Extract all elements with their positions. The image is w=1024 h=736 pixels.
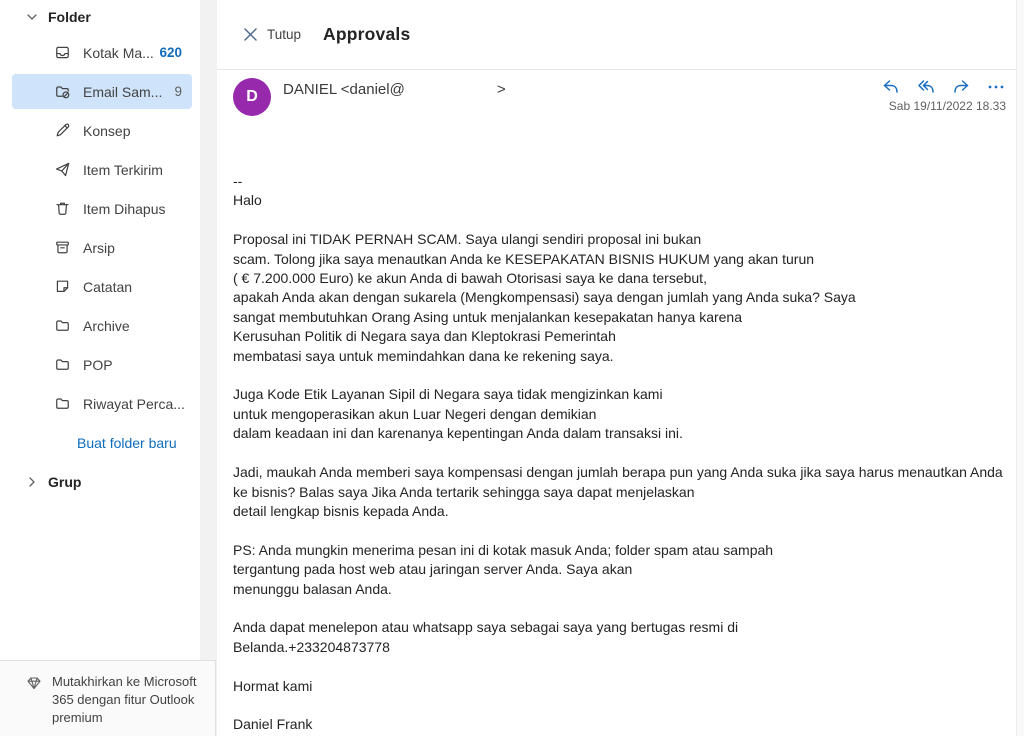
sidebar-item-conversation-history[interactable] bbox=[0, 384, 200, 423]
pane-divider bbox=[200, 0, 217, 736]
sidebar-section-label: Folder bbox=[48, 9, 91, 25]
email-body bbox=[233, 172, 1019, 735]
reading-pane bbox=[217, 0, 1024, 736]
send-icon bbox=[54, 161, 71, 178]
body-line: dalam keadaan ini dan karenanya kepentingan Anda dalam transaksi ini. bbox=[233, 425, 683, 442]
reading-pane-header bbox=[217, 0, 1016, 70]
chevron-right-icon bbox=[24, 474, 40, 490]
body-line bbox=[233, 521, 1019, 540]
folder-label: Arsip bbox=[83, 239, 115, 256]
body-line: Proposal ini TIDAK PERNAH SCAM. Saya ulangi sendiri proposal ini bukan bbox=[233, 231, 702, 248]
body-line bbox=[233, 444, 1019, 463]
folder-icon bbox=[54, 395, 71, 412]
inbox-icon bbox=[54, 44, 71, 61]
reply-button[interactable] bbox=[881, 77, 901, 97]
sidebar-item-drafts[interactable] bbox=[0, 111, 200, 150]
draft-icon bbox=[54, 122, 71, 139]
folder-label: Catatan bbox=[83, 278, 133, 295]
folder-count-badge: 9 bbox=[174, 84, 182, 99]
sidebar-section-groups[interactable] bbox=[0, 462, 200, 501]
body-line bbox=[233, 366, 1019, 385]
new-folder-link[interactable] bbox=[0, 423, 200, 462]
body-line: Anda dapat menelepon atau whatsapp saya sebagai saya yang bertugas resmi di bbox=[233, 619, 739, 636]
note-icon bbox=[54, 278, 71, 295]
folder-count-badge: 620 bbox=[159, 45, 182, 60]
close-icon bbox=[243, 27, 258, 42]
chevron-down-icon bbox=[24, 9, 40, 25]
message-toolbar bbox=[881, 77, 1006, 97]
sidebar-item-pop[interactable] bbox=[0, 345, 200, 384]
body-line bbox=[233, 657, 1019, 676]
body-line: Belanda.+233204873778 bbox=[233, 638, 390, 655]
sidebar-item-archive-en[interactable] bbox=[0, 306, 200, 345]
folder-list bbox=[0, 33, 200, 423]
sidebar-item-notes[interactable] bbox=[0, 267, 200, 306]
folder-sidebar bbox=[0, 0, 200, 736]
message-timestamp: Sab 19/11/2022 18.33 bbox=[888, 99, 1006, 113]
sidebar-item-archive-id[interactable] bbox=[0, 228, 200, 267]
sidebar-item-junk[interactable] bbox=[0, 72, 200, 111]
body-line: Juga Kode Etik Layanan Sipil di Negara saya tidak mengizinkan kami bbox=[233, 386, 663, 403]
folder-label: Email Sam... bbox=[83, 83, 163, 100]
body-line: sangat membutuhkan Orang Asing untuk menjalankan kesepakatan hanya karena bbox=[233, 308, 743, 325]
body-line: untuk mengoperasikan akun Luar Negeri dengan demikian bbox=[233, 405, 597, 422]
body-line: Kerusuhan Politik di Negara saya dan Kleptokrasi Pemerintah bbox=[233, 328, 616, 345]
sidebar-item-inbox[interactable] bbox=[0, 33, 200, 72]
body-line: menunggu balasan Anda. bbox=[233, 580, 392, 597]
new-folder-label: Buat folder baru bbox=[77, 434, 177, 451]
body-line: ke bisnis? Balas saya Jika Anda tertarik sehingga saya dapat menjelaskan bbox=[233, 483, 695, 500]
folder-icon bbox=[54, 317, 71, 334]
sidebar-item-sent[interactable] bbox=[0, 150, 200, 189]
folder-label: Item Dihapus bbox=[83, 200, 166, 217]
sender-name: DANIEL <daniel@ > bbox=[283, 81, 506, 98]
body-line: Daniel Frank bbox=[233, 716, 313, 733]
folder-label: Archive bbox=[83, 317, 130, 334]
body-line: scam. Tolong jika saya menautkan Anda ke KESEPAKATAN BISNIS HUKUM yang akan turun bbox=[233, 250, 815, 267]
body-line: Halo bbox=[233, 192, 262, 209]
upgrade-banner[interactable] bbox=[0, 660, 216, 736]
trash-icon bbox=[54, 200, 71, 217]
body-line: -- bbox=[233, 173, 243, 189]
forward-button[interactable] bbox=[951, 77, 971, 97]
folder-label: POP bbox=[83, 356, 113, 373]
body-line: membatasi saya untuk memindahkan dana ke rekening saya. bbox=[233, 347, 614, 364]
body-line: ( € 7.200.000 Euro) ke akun Anda di bawah Otorisasi saya ke dana tersebut, bbox=[233, 270, 707, 287]
premium-gem-icon bbox=[26, 675, 42, 691]
body-line bbox=[233, 599, 1019, 618]
folder-icon bbox=[54, 356, 71, 373]
sidebar-section-folder[interactable] bbox=[0, 4, 200, 30]
groups-label: Grup bbox=[48, 473, 82, 490]
body-line: Hormat kami bbox=[233, 677, 313, 694]
reply-all-button[interactable] bbox=[916, 77, 936, 97]
close-button[interactable] bbox=[243, 27, 301, 42]
body-line: PS: Anda mungkin menerima pesan ini di kotak masuk Anda; folder spam atau sampah bbox=[233, 541, 774, 558]
body-line: detail lengkap bisnis kepada Anda. bbox=[233, 502, 449, 519]
email-subject: Approvals bbox=[323, 24, 411, 44]
junk-folder-icon bbox=[54, 83, 71, 100]
sender-avatar[interactable]: D bbox=[233, 78, 271, 116]
folder-label: Kotak Ma... bbox=[83, 44, 154, 61]
folder-label: Konsep bbox=[83, 122, 131, 139]
body-line: tergantung pada host web atau jaringan server Anda. Saya akan bbox=[233, 561, 633, 578]
archive-icon bbox=[54, 239, 71, 256]
body-line bbox=[233, 211, 1019, 230]
sidebar-item-deleted[interactable] bbox=[0, 189, 200, 228]
folder-label: Item Terkirim bbox=[83, 161, 163, 178]
body-line: Jadi, maukah Anda memberi saya kompensasi dengan jumlah berapa pun yang Anda suka jika saya harus menautkan Anda bbox=[233, 464, 1003, 481]
folder-label: Riwayat Perca... bbox=[83, 395, 185, 412]
vertical-scrollbar[interactable] bbox=[1016, 0, 1024, 736]
body-line: apakah Anda akan dengan sukarela (Mengkompensasi) saya dengan jumlah yang Anda suka? Saya bbox=[233, 289, 856, 306]
more-options-button[interactable] bbox=[986, 77, 1006, 97]
close-label: Tutup bbox=[267, 27, 302, 42]
upgrade-text: Mutakhirkan ke Microsoft 365 dengan fitur Outlook premium bbox=[52, 674, 197, 725]
body-line bbox=[233, 696, 1019, 715]
